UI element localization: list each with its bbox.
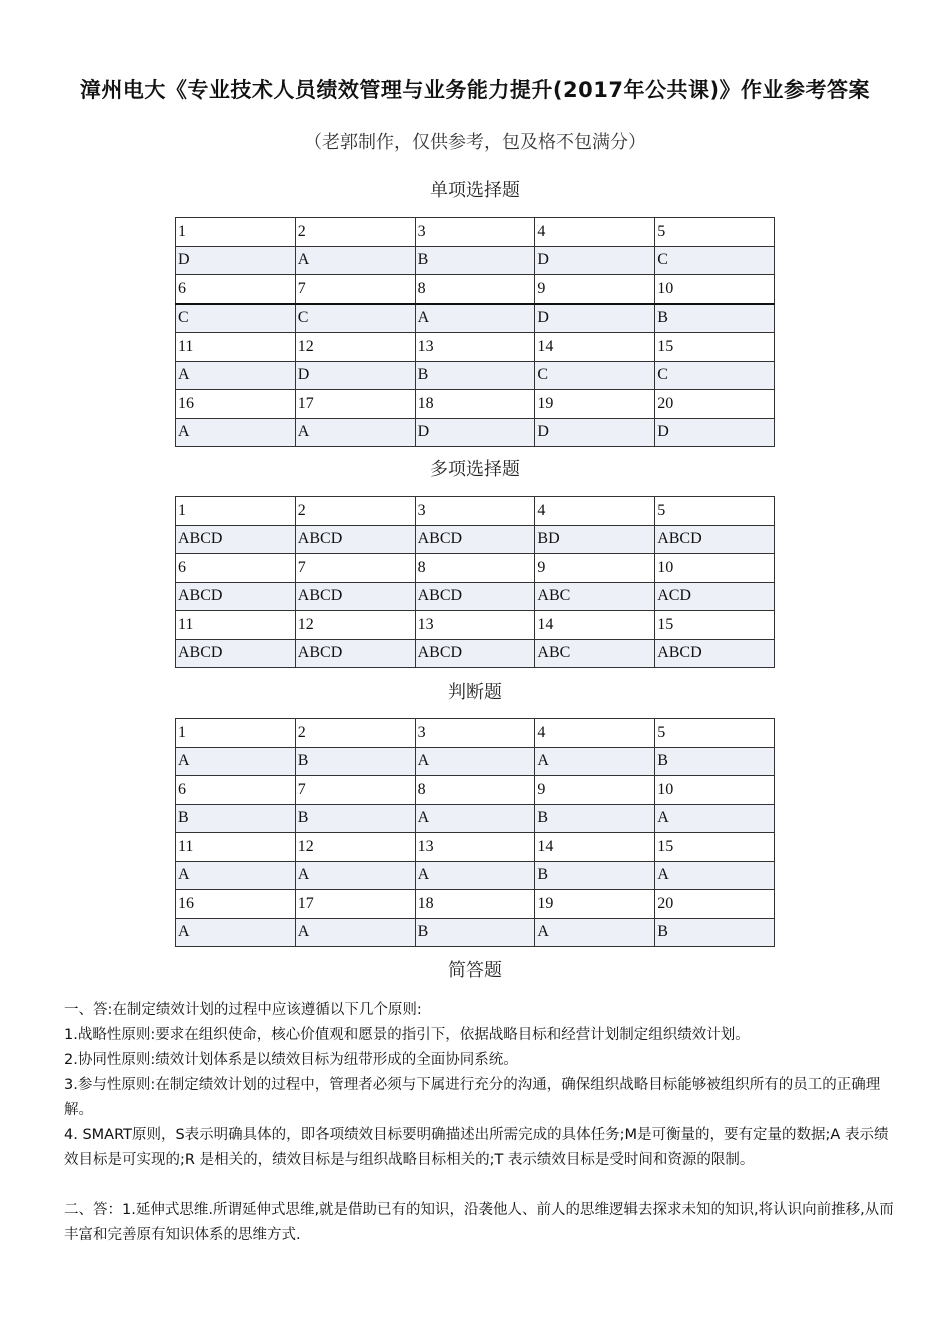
answer-cell: B	[295, 747, 415, 776]
answer-cell: ABCD	[295, 525, 415, 554]
question-number-row	[176, 554, 775, 583]
answer-cell: B	[176, 804, 296, 833]
question-number-row	[176, 275, 775, 304]
question-number-cell: 7	[295, 776, 415, 805]
answer-cell: B	[655, 304, 775, 333]
question-number-row	[176, 497, 775, 526]
question-number-cell: 15	[655, 333, 775, 362]
answer-row	[176, 804, 775, 833]
question-number-cell: 19	[535, 890, 655, 919]
answer-cell: D	[295, 361, 415, 390]
answer-cell: ABCD	[176, 639, 296, 668]
answer-cell: ABCD	[415, 525, 535, 554]
true-false-heading: 判断题	[448, 682, 502, 703]
question-number-cell: 15	[655, 833, 775, 862]
answer-cell: A	[415, 747, 535, 776]
answer-cell: B	[535, 804, 655, 833]
answer-cell: D	[176, 246, 296, 275]
answer-cell: C	[655, 361, 775, 390]
question-number-row	[176, 218, 775, 247]
answer-row	[176, 246, 775, 275]
question-number-cell: 3	[415, 497, 535, 526]
question-number-cell: 1	[176, 218, 296, 247]
question-number-row	[176, 890, 775, 919]
question-number-cell: 11	[176, 833, 296, 862]
answer-cell: A	[655, 861, 775, 890]
answer-cell: A	[176, 418, 296, 447]
answer-cell: A	[295, 861, 415, 890]
question-number-cell: 13	[415, 611, 535, 640]
single-choice-heading: 单项选择题	[430, 180, 520, 201]
answer-row	[176, 861, 775, 890]
short-answer-heading: 简答题	[448, 960, 502, 981]
question-number-cell: 14	[535, 833, 655, 862]
question-number-cell: 17	[295, 890, 415, 919]
multiple-choice-heading: 多项选择题	[430, 459, 520, 480]
answer-cell: BD	[535, 525, 655, 554]
answer-cell: B	[535, 861, 655, 890]
question-number-cell: 18	[415, 890, 535, 919]
answer-cell: B	[415, 918, 535, 947]
answer-cell: ABCD	[176, 582, 296, 611]
single-choice-body	[176, 218, 775, 447]
question-number-cell: 8	[415, 275, 535, 304]
answer-one-point-2: 2.协同性原则:绩效计划体系是以绩效目标为纽带形成的全面协同系统。	[64, 1052, 518, 1068]
answer-cell: B	[655, 747, 775, 776]
answer-cell: A	[295, 918, 415, 947]
question-number-cell: 16	[176, 890, 296, 919]
question-number-cell: 2	[295, 719, 415, 748]
question-number-cell: 10	[655, 275, 775, 304]
question-number-row	[176, 833, 775, 862]
question-number-cell: 15	[655, 611, 775, 640]
question-number-cell: 13	[415, 333, 535, 362]
answer-cell: B	[415, 246, 535, 275]
question-number-cell: 1	[176, 497, 296, 526]
question-number-cell: 17	[295, 390, 415, 419]
answer-cell: ABCD	[295, 582, 415, 611]
answer-cell: ABCD	[295, 639, 415, 668]
question-number-cell: 4	[535, 719, 655, 748]
question-number-cell: 12	[295, 611, 415, 640]
question-number-cell: 3	[415, 218, 535, 247]
question-number-row	[176, 333, 775, 362]
paragraph-gap	[64, 1173, 894, 1198]
answer-cell: D	[535, 246, 655, 275]
answer-cell: A	[415, 804, 535, 833]
document-subtitle: （老郭制作，仅供参考，包及格不包满分）	[304, 132, 646, 153]
answer-cell: C	[295, 304, 415, 333]
question-number-cell: 12	[295, 333, 415, 362]
answer-cell: D	[415, 418, 535, 447]
answer-cell: D	[535, 304, 655, 333]
answer-row	[176, 747, 775, 776]
answer-cell: C	[655, 246, 775, 275]
answer-cell: A	[535, 747, 655, 776]
multiple-choice-table	[175, 496, 775, 668]
answer-two: 二、答：1.延伸式思维.所谓延伸式思维,就是借助已有的知识，沿袭他人、前人的思维逻辑去探求未知的知识,将认识向前推移,从而丰富和完善原有知识体系的思维方式.	[64, 1202, 894, 1243]
answer-cell: ABC	[535, 582, 655, 611]
question-number-cell: 10	[655, 554, 775, 583]
document-title: 漳州电大《专业技术人员绩效管理与业务能力提升(2017年公共课)》作业参考答案	[79, 78, 871, 102]
answer-cell: A	[295, 418, 415, 447]
answer-one-point-1: 1.战略性原则:要求在组织使命，核心价值观和愿景的指引下，依据战略目标和经营计划制定组织绩效计划。	[64, 1027, 750, 1043]
question-number-cell: 20	[655, 390, 775, 419]
answer-cell: B	[415, 361, 535, 390]
answer-one-point-4: 4. SMART原则，S表示明确具体的，即各项绩效目标要明确描述出所需完成的具体任务;M是可衡量的，要有定量的数据;A 表示绩效目标是可实现的;R 是相关的，绩效目标是与组织战略目标相关的;T 表示绩效目标是受时间和资源的限制。	[64, 1127, 889, 1168]
question-number-cell: 16	[176, 390, 296, 419]
question-number-cell: 10	[655, 776, 775, 805]
question-number-cell: 6	[176, 275, 296, 304]
multiple-choice-body	[176, 497, 775, 668]
question-number-cell: 8	[415, 554, 535, 583]
question-number-cell: 5	[655, 719, 775, 748]
question-number-cell: 12	[295, 833, 415, 862]
answer-cell: D	[535, 418, 655, 447]
answer-cell: A	[415, 304, 535, 333]
question-number-cell: 11	[176, 611, 296, 640]
answer-cell: ABCD	[655, 639, 775, 668]
answer-cell: ABCD	[655, 525, 775, 554]
short-answer-body	[64, 998, 894, 1248]
question-number-row	[176, 611, 775, 640]
answer-cell: A	[176, 861, 296, 890]
answer-row	[176, 582, 775, 611]
answer-row	[176, 918, 775, 947]
question-number-cell: 6	[176, 776, 296, 805]
answer-cell: A	[295, 246, 415, 275]
answer-row	[176, 418, 775, 447]
question-number-cell: 7	[295, 554, 415, 583]
answer-cell: A	[176, 918, 296, 947]
answer-cell: D	[655, 418, 775, 447]
question-number-cell: 13	[415, 833, 535, 862]
answer-cell: C	[176, 304, 296, 333]
question-number-cell: 9	[535, 554, 655, 583]
question-number-cell: 20	[655, 890, 775, 919]
question-number-cell: 5	[655, 497, 775, 526]
answer-one-intro: 一、答:在制定绩效计划的过程中应该遵循以下几个原则:	[64, 1002, 422, 1018]
question-number-cell: 18	[415, 390, 535, 419]
question-number-cell: 19	[535, 390, 655, 419]
true-false-body	[176, 719, 775, 947]
question-number-cell: 6	[176, 554, 296, 583]
question-number-cell: 9	[535, 275, 655, 304]
question-number-cell: 4	[535, 218, 655, 247]
answer-cell: A	[176, 361, 296, 390]
question-number-row	[176, 390, 775, 419]
true-false-table	[175, 718, 775, 947]
answer-row	[176, 304, 775, 333]
answer-cell: ABCD	[415, 582, 535, 611]
question-number-cell: 9	[535, 776, 655, 805]
question-number-cell: 4	[535, 497, 655, 526]
answer-cell: A	[535, 918, 655, 947]
question-number-cell: 11	[176, 333, 296, 362]
question-number-cell: 14	[535, 333, 655, 362]
answer-row	[176, 525, 775, 554]
question-number-cell: 5	[655, 218, 775, 247]
answer-cell: ABC	[535, 639, 655, 668]
answer-cell: C	[535, 361, 655, 390]
question-number-cell: 1	[176, 719, 296, 748]
answer-row	[176, 361, 775, 390]
answer-cell: ABCD	[415, 639, 535, 668]
question-number-cell: 3	[415, 719, 535, 748]
question-number-cell: 2	[295, 497, 415, 526]
question-number-row	[176, 776, 775, 805]
answer-cell: B	[655, 918, 775, 947]
answer-cell: ACD	[655, 582, 775, 611]
single-choice-table	[175, 217, 775, 447]
answer-one-point-3: 3.参与性原则:在制定绩效计划的过程中，管理者必须与下属进行充分的沟通，确保组织战略目标能够被组织所有的员工的正确理解。	[64, 1077, 881, 1118]
question-number-row	[176, 719, 775, 748]
answer-row	[176, 639, 775, 668]
question-number-cell: 7	[295, 275, 415, 304]
answer-cell: B	[295, 804, 415, 833]
answer-cell: A	[415, 861, 535, 890]
question-number-cell: 2	[295, 218, 415, 247]
answer-cell: ABCD	[176, 525, 296, 554]
answer-cell: A	[655, 804, 775, 833]
question-number-cell: 8	[415, 776, 535, 805]
answer-cell: A	[176, 747, 296, 776]
question-number-cell: 14	[535, 611, 655, 640]
